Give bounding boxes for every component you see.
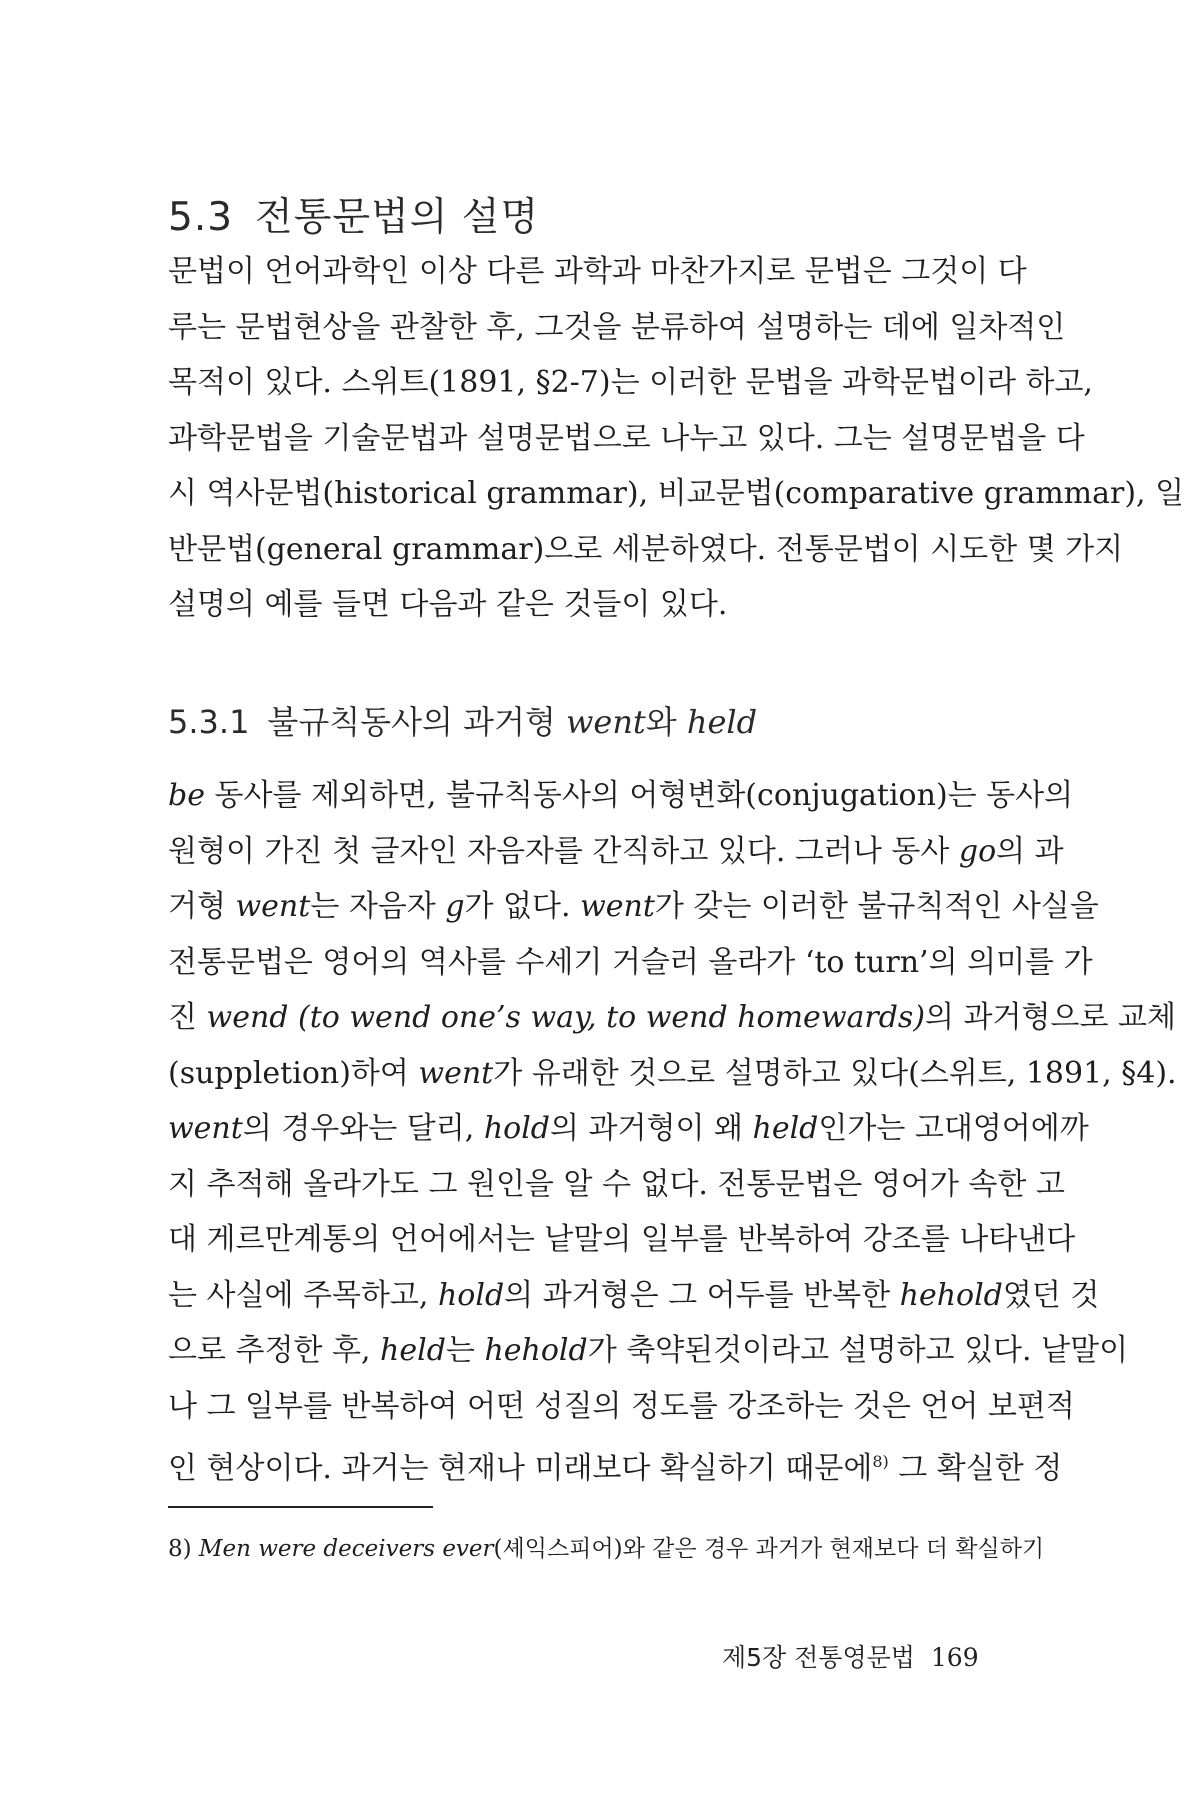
text-run: 가 축약된것이라고 설명하고 있다. 낱말이 <box>587 1333 1129 1368</box>
footnote-divider <box>168 1506 433 1508</box>
text-run: 동사를 제외하면, 불규칙동사의 어형변화(conjugation)는 동사의 <box>204 778 1074 813</box>
text-run: 가 없다. <box>464 889 581 924</box>
text-run: 지 추적해 올라가도 그 원인을 알 수 없다. 전통문법은 영어가 속한 고 <box>168 1166 1065 1202</box>
section-number: 5.3 <box>168 195 234 240</box>
text-run: 의 경우와는 달리, <box>242 1111 484 1146</box>
footnote-8 <box>168 1530 1044 1563</box>
text-run: 인가는 고대영어에까 <box>818 1111 1089 1146</box>
body-line: 설명의 예를 들면 다음과 같은 것들이 있다. <box>168 587 728 622</box>
text-run: 는 사실에 주목하고, <box>168 1277 438 1313</box>
subsection-heading <box>168 697 757 743</box>
body-line <box>168 1219 1075 1261</box>
text-run: 거형 <box>168 889 236 924</box>
body-line: 시 역사문법(historical grammar), 비교문법(comparative grammar), 일 <box>168 476 1185 511</box>
body-line: 문법이 언어과학인 이상 다른 과학과 마찬가지로 문법은 그것이 다 <box>168 254 1027 289</box>
text-run: 으로 추정한 후, <box>168 1333 381 1368</box>
italic-term: went <box>235 889 311 924</box>
text-run: 진 <box>168 1000 207 1035</box>
italic-term: wend (to wend one’s way, to wend homewards) <box>206 1000 926 1035</box>
italic-term: Men were deceivers ever <box>198 1536 494 1562</box>
text-run: 의 과거형으로 교체 <box>925 1000 1176 1035</box>
text-run: 나 그 일부를 반복하여 어떤 성질의 정도를 강조하는 것은 언어 보편적 <box>168 1388 1075 1424</box>
text-run: 는 자음자 <box>310 889 446 924</box>
italic-term: hold <box>483 1111 551 1146</box>
body-line <box>168 1053 1177 1095</box>
text-run: 의 과거형이 왜 <box>550 1111 753 1146</box>
section-heading <box>168 186 539 242</box>
italic-term: be <box>168 778 205 813</box>
italic-term: go <box>958 833 997 869</box>
italic-term: went <box>418 1055 494 1091</box>
section-title-text: 전통문법의 설명 <box>255 195 540 240</box>
running-footer <box>722 1638 979 1674</box>
italic-term: went <box>580 889 655 924</box>
body-line <box>168 942 1093 984</box>
body-line <box>168 831 1064 873</box>
body-line <box>168 1441 1062 1490</box>
body-line <box>168 775 1073 817</box>
text-run: 가 유래한 것으로 설명하고 있다(스위트, 1891, §4). <box>493 1055 1177 1091</box>
text-run: 8) <box>168 1536 199 1562</box>
italic-term: held <box>752 1111 819 1146</box>
subsection-title-held: held <box>686 703 758 741</box>
text-run: (셰익스피어)와 같은 경우 과거가 현재보다 더 확실하기 <box>493 1536 1045 1562</box>
body-line <box>168 997 1176 1039</box>
subsection-title-pre: 불규칙동사의 과거형 <box>267 703 566 741</box>
italic-term: hehold <box>484 1333 588 1368</box>
italic-term: hold <box>437 1277 505 1313</box>
page-number: 169 <box>930 1643 979 1672</box>
subsection-title-mid: 와 <box>645 703 687 741</box>
body-line <box>168 1386 1075 1428</box>
subsection-title-went: went <box>565 703 646 741</box>
body-line: 과학문법을 기술문법과 설명문법으로 나누고 있다. 그는 설명문법을 다 <box>168 420 1085 456</box>
body-line: 반문법(general grammar)으로 세분하였다. 전통문법이 시도한 몇 가지 <box>168 531 1124 567</box>
subsection-number: 5.3.1 <box>168 703 250 741</box>
text-run: 대 게르만계통의 언어에서는 낱말의 일부를 반복하여 강조를 나타낸다 <box>168 1222 1076 1257</box>
text-run: 는 <box>445 1333 485 1368</box>
body-line <box>168 886 1099 928</box>
body-line <box>168 1275 1099 1317</box>
text-run: 가 갖는 이러한 불규칙적인 사실을 <box>654 889 1099 924</box>
italic-term: g <box>445 889 465 924</box>
text-run: 전통문법은 영어의 역사를 수세기 거슬러 올라가 ‘to turn’의 의미를 가 <box>168 944 1093 980</box>
chapter-label: 제5장 전통영문법 <box>722 1643 915 1672</box>
italic-term: went <box>168 1111 243 1146</box>
body-line: 목적이 있다. 스위트(1891, §2-7)는 이러한 문법을 과학문법이라 하고, <box>168 365 1093 400</box>
text-run: (suppletion)하여 <box>168 1055 419 1091</box>
italic-term: held <box>380 1333 446 1368</box>
text-run: 의 과 <box>996 833 1064 869</box>
body-line <box>168 1330 1128 1372</box>
text-run: 의 과거형은 그 어두를 반복한 <box>504 1277 900 1313</box>
text-run: 였던 것 <box>1002 1277 1100 1313</box>
footnote-ref: 8) <box>872 1452 889 1471</box>
italic-term: hehold <box>899 1277 1003 1313</box>
text-run: 그 확실한 정 <box>888 1451 1063 1486</box>
body-line <box>168 1108 1089 1150</box>
body-line: 루는 문법현상을 관찰한 후, 그것을 분류하여 설명하는 데에 일차적인 <box>168 309 1066 345</box>
body-line <box>168 1164 1065 1206</box>
text-run: 인 현상이다. 과거는 현재나 미래보다 확실하기 때문에 <box>168 1451 873 1486</box>
text-run: 원형이 가진 첫 글자인 자음자를 간직하고 있다. 그러나 동사 <box>168 833 959 869</box>
